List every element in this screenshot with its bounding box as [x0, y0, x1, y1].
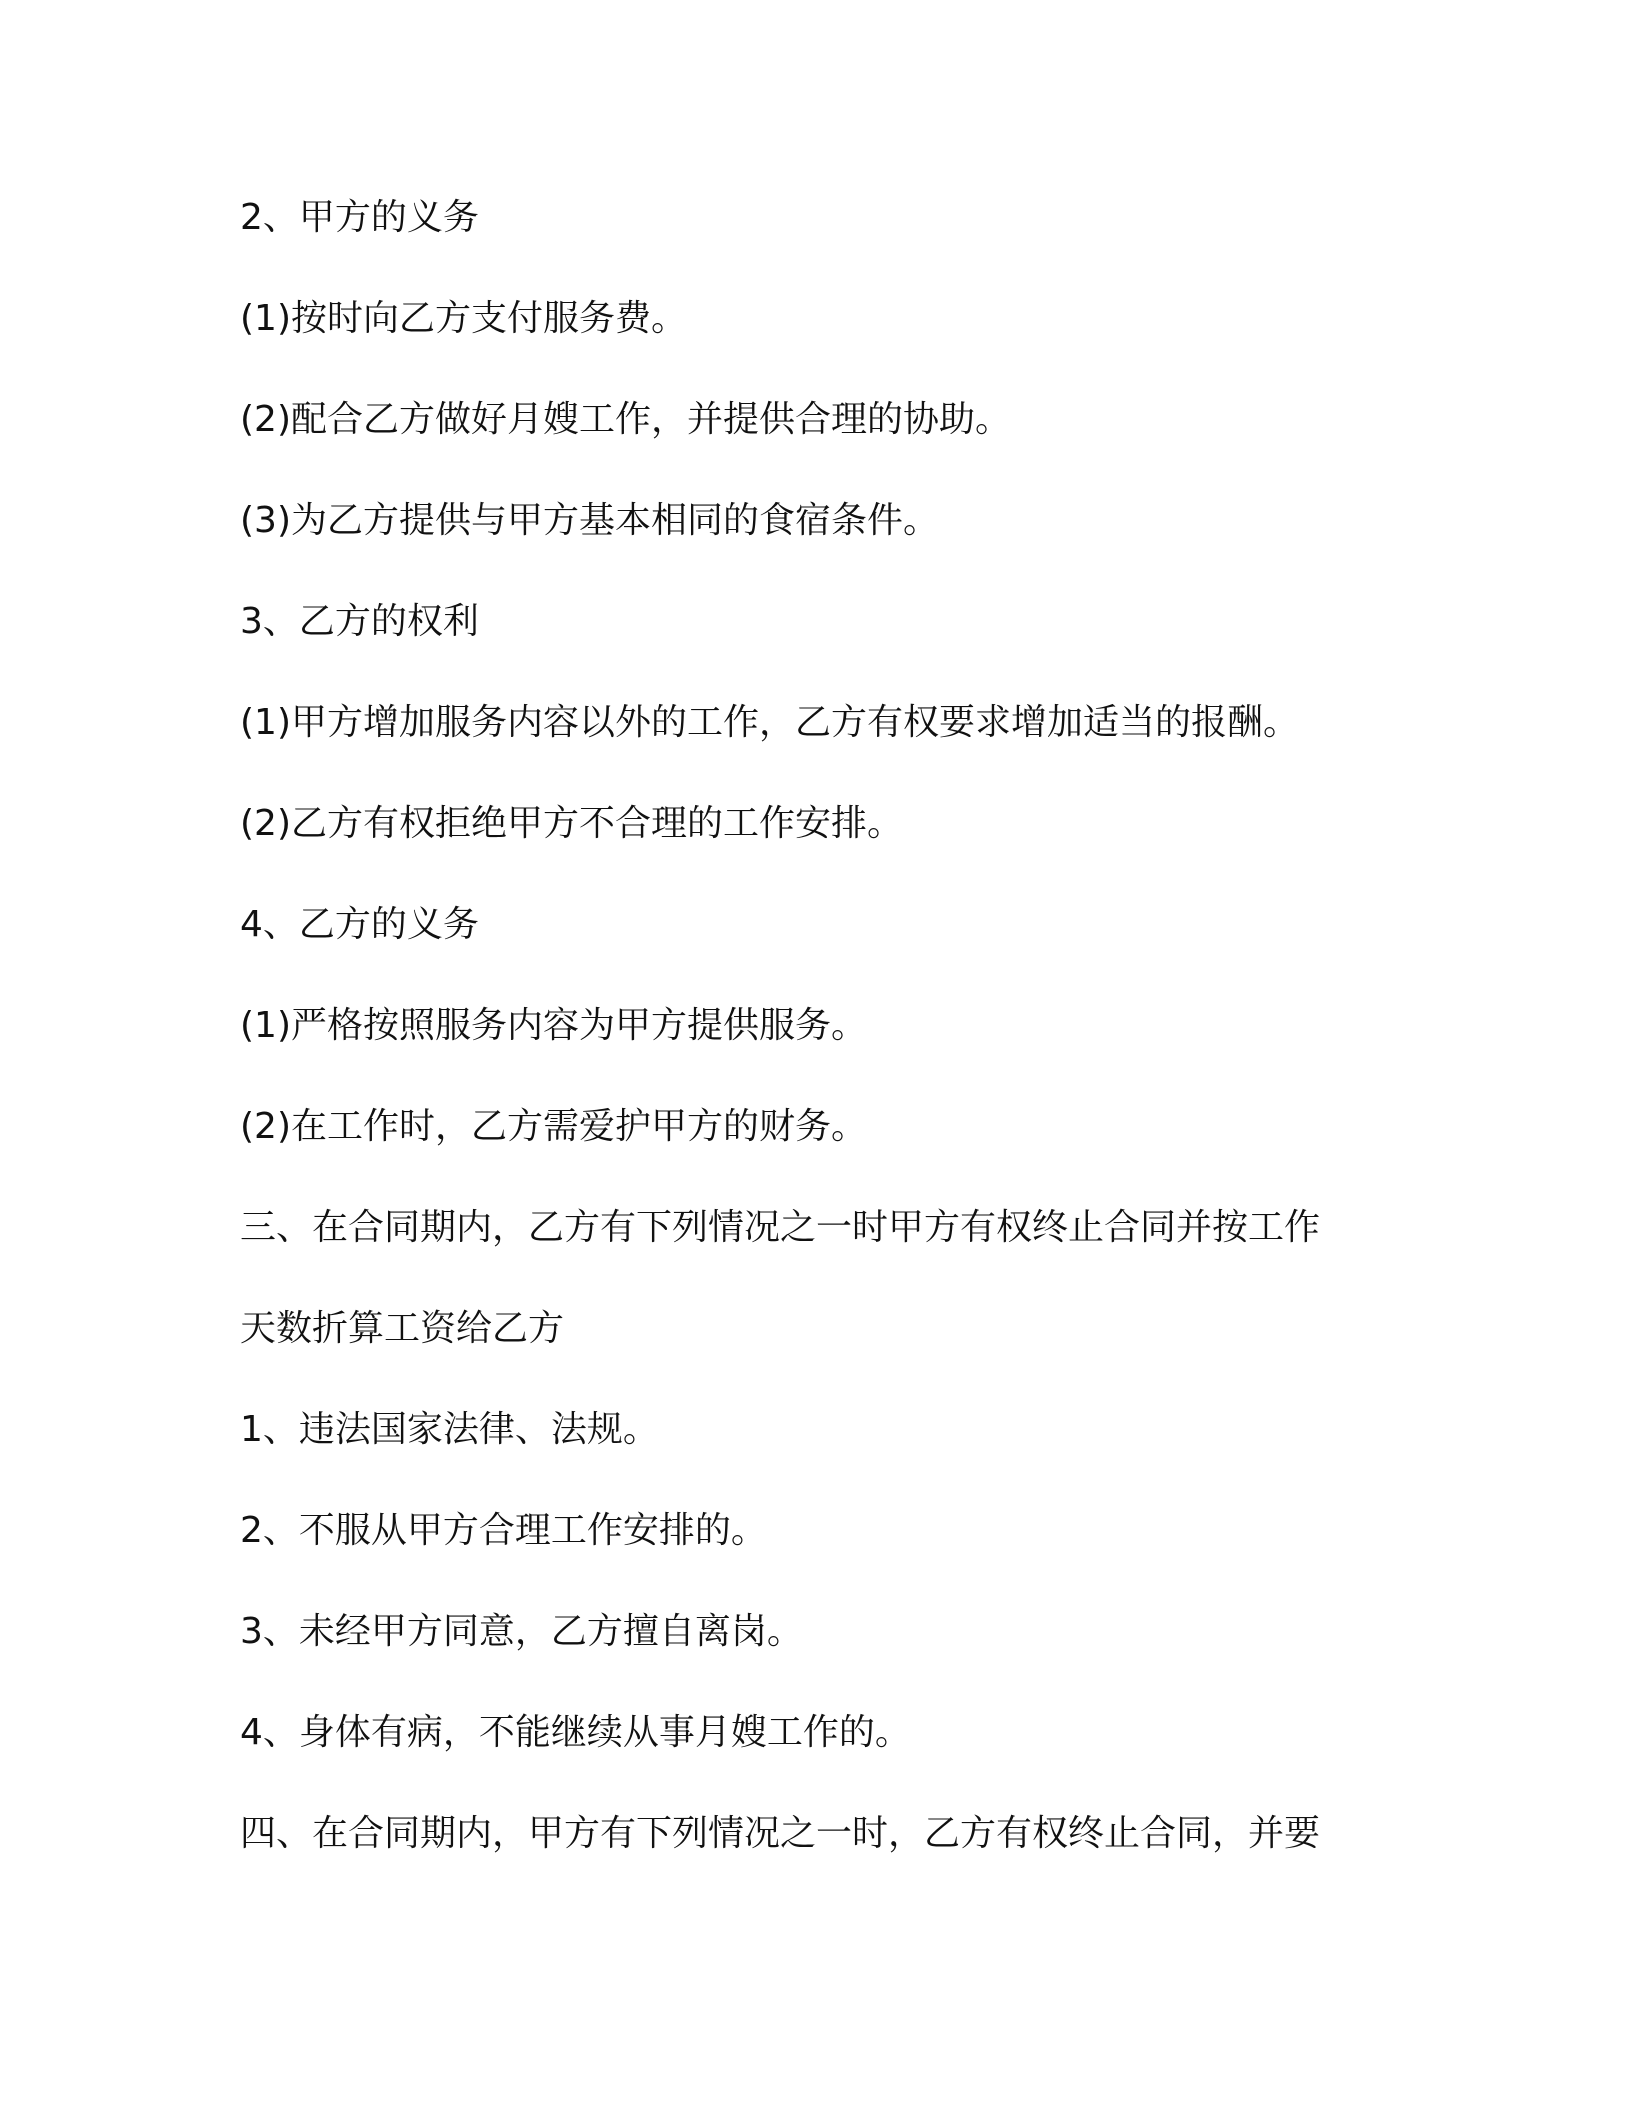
section-heading-termination-by-party-b: 四、在合同期内，甲方有下列情况之一时，乙方有权终止合同，并要: [240, 1813, 1321, 1854]
section-heading-party-a-obligations: 2、甲方的义务: [240, 197, 479, 238]
paragraph-line: (3)为乙方提供与甲方基本相同的食宿条件。: [240, 500, 939, 541]
paragraph-line: 天数折算工资给乙方: [240, 1308, 565, 1349]
document-body: [240, 188, 1420, 1905]
paragraph-line: (2)在工作时，乙方需爱护甲方的财务。: [240, 1106, 867, 1147]
section-heading-termination-by-party-a: 三、在合同期内，乙方有下列情况之一时甲方有权终止合同并按工作: [240, 1207, 1321, 1248]
paragraph-line: 4、身体有病，不能继续从事月嫂工作的。: [240, 1712, 911, 1753]
paragraph-line: (1)按时向乙方支付服务费。: [240, 298, 687, 339]
paragraph-line: (1)严格按照服务内容为甲方提供服务。: [240, 1005, 867, 1046]
paragraph-line: 3、未经甲方同意，乙方擅自离岗。: [240, 1611, 803, 1652]
section-heading-party-b-obligations: 4、乙方的义务: [240, 904, 479, 945]
paragraph-line: 1、违法国家法律、法规。: [240, 1409, 659, 1450]
paragraph-line: (1)甲方增加服务内容以外的工作，乙方有权要求增加适当的报酬。: [240, 702, 1299, 743]
section-heading-party-b-rights: 3、乙方的权利: [240, 601, 479, 642]
paragraph-line: (2)配合乙方做好月嫂工作，并提供合理的协助。: [240, 399, 1011, 440]
paragraph-line: 2、不服从甲方合理工作安排的。: [240, 1510, 767, 1551]
paragraph-line: (2)乙方有权拒绝甲方不合理的工作安排。: [240, 803, 903, 844]
